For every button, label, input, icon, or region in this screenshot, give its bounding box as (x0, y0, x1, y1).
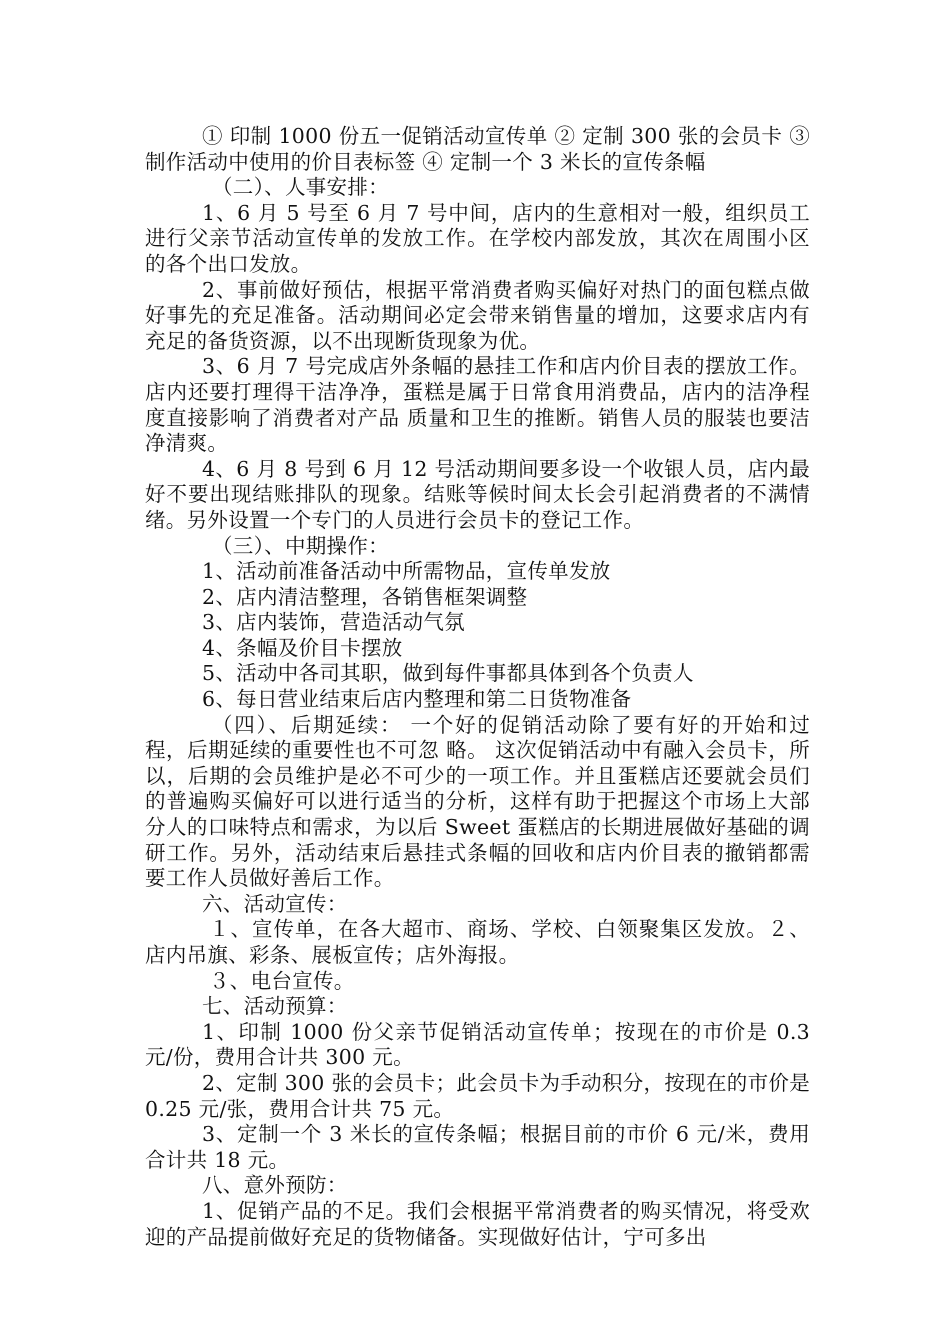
paragraph-promotion-3: ３、电台宣传。 (209, 968, 355, 993)
heading-contingency: 八、意外预防： (202, 1173, 348, 1198)
paragraph-budget-2: 2、定制 300 张的会员卡；此会员卡为手动积分，按现在的市价是 0.25 元/张，费用合计共 75 元。 (145, 1070, 810, 1121)
paragraph-promotion-1-2: １、宣传单，在各大超市、商场、学校、白领聚集区发放。２、店内吊旗、彩条、展板宣传；店外海报。 (145, 917, 810, 967)
list-item-operation-2: 2、店内清洁整理，各销售框架调整 (202, 584, 528, 609)
list-item-operation-4: 4、条幅及价目卡摆放 (202, 635, 403, 660)
paragraph-budget-1: 1、印制 1000 份父亲节促销活动宣传单；按现在的市价是 0.3 元/份，费用合计共 300 元。 (145, 1019, 810, 1070)
heading-personnel: （二）、人事安排： (212, 175, 389, 200)
list-item-operation-5: 5、活动中各司其职，做到每件事都具体到各个负责人 (202, 661, 694, 686)
heading-promotion: 六、活动宣传： (202, 891, 348, 916)
paragraph-follow-up: （四）、后期延续： 一个好的促销活动除了要有好的开始和过程，后期延续的重要性也不可忽 略。 这次促销活动中有融入会员卡，所以，后期的会员维护是必不可少的一项工作。并且蛋糕店还要就会员们的普遍购买偏好可以进行适当的分析，这样有助于把握这个市场上大部分人的口味特点和需求，为以后 Sweet 蛋糕店的长期进展做好基础的调研工作。另外，活动结束后悬挂式条幅的回收和店内价目表的撤销都需要工作人员做好善后工作。 (145, 712, 810, 891)
paragraph-personnel-2: 2、事前做好预估，根据平常消费者购买偏好对热门的面包糕点做好事先的充足准备。活动期间必定会带来销售量的增加，这要求店内有充足的备货资源，以不出现断货现象为优。 (145, 277, 810, 353)
paragraph-budget-3: 3、定制一个 3 米长的宣传条幅；根据目前的市价 6 元/米，费用合计共 18 元。 (145, 1122, 810, 1172)
paragraph-personnel-1: 1、6 月 5 号至 6 月 7 号中间，店内的生意相对一般，组织员工进行父亲节活动宣传单的发放工作。在学校内部发放，其次在周围小区的各个出口发放。 (145, 200, 810, 276)
list-item-operation-1: 1、活动前准备活动中所需物品，宣传单发放 (202, 559, 611, 584)
document-body (145, 124, 810, 1250)
list-item-operation-3: 3、店内装饰，营造活动气氛 (202, 610, 465, 635)
paragraph-materials-list: ① 印制 1000 份五一促销活动宣传单 ② 定制 300 张的会员卡 ③ 制作活动中使用的价目表标签 ④ 定制一个 3 米长的宣传条幅 (145, 124, 810, 174)
heading-budget: 七、活动预算： (202, 994, 348, 1019)
paragraph-personnel-4: 4、6 月 8 号到 6 月 12 号活动期间要多设一个收银人员，店内最好不要出现结账排队的现象。结账等候时间太长会引起消费者的不满情绪。另外设置一个专门的人员进行会员卡的登记工作。 (145, 456, 810, 532)
heading-mid-operation: （三）、中期操作： (212, 533, 389, 558)
list-item-operation-6: 6、每日营业结束后店内整理和第二日货物准备 (202, 687, 632, 712)
paragraph-contingency-1: 1、促销产品的不足。我们会根据平常消费者的购买情况，将受欢迎的产品提前做好充足的货物储备。实现做好估计，宁可多出 (145, 1198, 810, 1249)
paragraph-personnel-3: 3、6 月 7 号完成店外条幅的悬挂工作和店内价目表的摆放工作。店内还要打理得干洁净净，蛋糕是属于日常食用消费品，店内的洁净程度直接影响了消费者对产品 质量和卫生的推断。销售人员的服装也要洁净清爽。 (145, 354, 810, 456)
